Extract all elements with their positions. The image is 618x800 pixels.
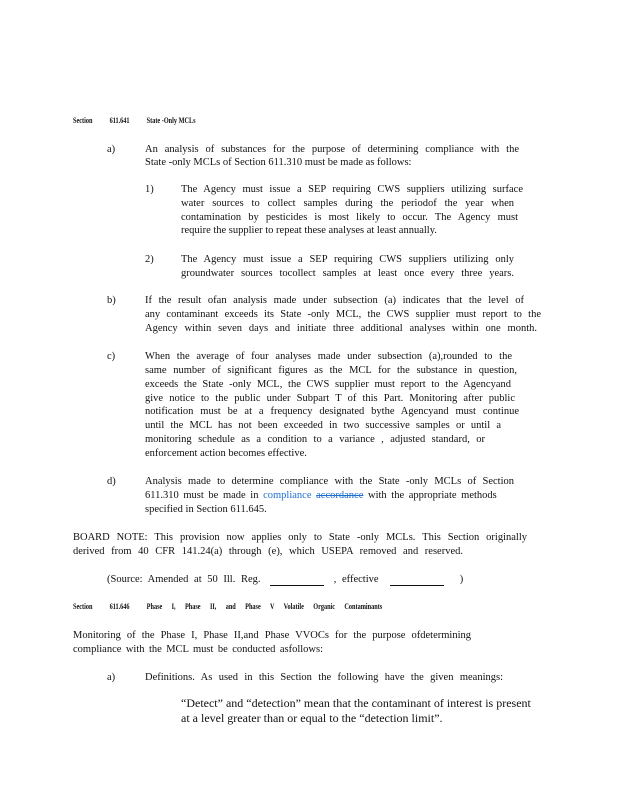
- item-2-line-2: groundwater sources tocollect samples at least once every three years.: [181, 268, 514, 279]
- subsection-b-line-3: Agency within seven days and initiate three additional analyses within one month.: [145, 323, 537, 334]
- definitions-line: Definitions. As used in this Section the following have the given meanings:: [145, 672, 503, 683]
- section-label: Section: [73, 116, 93, 125]
- section-title: Phase I, Phase II, and Phase V Volatile Organic Contaminants: [146, 602, 383, 611]
- section-label: Section: [73, 602, 93, 611]
- reg-blank: [270, 576, 324, 586]
- section-number: 611.646: [109, 602, 130, 611]
- item-1-line-4: require the supplier to repeat these analyses at least annually.: [181, 225, 437, 236]
- section-heading-611-641: [73, 116, 211, 126]
- subsection-a-line-1: An analysis of substances for the purpose of determining compliance with the: [145, 144, 519, 155]
- subsection-c-line-2: same number of significant figures as the MCL for the substance in question,: [145, 365, 517, 376]
- subsection-b-label: b): [107, 295, 116, 306]
- subsection-c-line-5: notification must be at a frequency designated bythe Agencyand must continue: [145, 406, 519, 417]
- monitoring-line-2: compliance with the MCL must be conducted asfollows:: [73, 644, 323, 655]
- section-title: State -Only MCLs: [146, 116, 196, 125]
- section-number: 611.641: [109, 116, 130, 125]
- item-2-line-1: The Agency must issue a SEP requiring CWS suppliers utilizing only: [181, 254, 514, 265]
- item-1-label: 1): [145, 184, 154, 195]
- subsection-b-line-1: If the result ofan analysis made under subsection (a) indicates that the level of: [145, 295, 524, 306]
- subsection-d-line-2: [145, 489, 520, 502]
- detect-definition-line-1: “Detect” and “detection” mean that the contaminant of interest is present: [181, 696, 531, 710]
- subsection-c-label: c): [107, 351, 116, 362]
- section-heading-611-646: [73, 602, 398, 612]
- subsection-c-line-3: exceeds the State -only MCL, the CWS supplier must report to the Agencyand: [145, 379, 511, 390]
- board-note-line-1: BOARD NOTE: This provision now applies only to State -only MCLs. This Section originally: [73, 532, 527, 543]
- subsection-a-label: a): [107, 144, 116, 155]
- board-note-line-2: derived from 40 CFR 141.24(a) through (e), which USEPA removed and reserved.: [73, 546, 463, 557]
- item-2-label: 2): [145, 254, 154, 265]
- subsection-c-line-6: until the MCL has not been exceeded in two successive samples or until a: [145, 420, 501, 431]
- definitions-label: a): [107, 672, 116, 683]
- detect-definition-line-2: at a level greater than or equal to the “detection limit”.: [181, 711, 443, 725]
- subsection-c-line-8: enforcement action becomes effective.: [145, 448, 307, 459]
- item-1-line-1: The Agency must issue a SEP requiring CWS suppliers utilizing surface: [181, 184, 523, 195]
- source-text: (Source: Amended at 50 Ill. Reg.: [107, 574, 261, 585]
- source-close: ): [459, 574, 464, 585]
- source-line: [107, 573, 463, 586]
- subsection-c-line-7: monitoring schedule as a condition to a variance , adjusted standard, or: [145, 434, 485, 445]
- effective-blank: [390, 576, 444, 586]
- monitoring-line-1: Monitoring of the Phase I, Phase II,and Phase VVOCs for the purpose ofdetermining: [73, 630, 471, 641]
- subsection-a-line-2: State -only MCLs of Section 611.310 must be made as follows:: [145, 157, 412, 168]
- item-1-line-3: contamination by pesticides is most likely to occur. The Agency must: [181, 212, 518, 223]
- effective-text: , effective: [333, 574, 379, 585]
- subsection-d-line-1: Analysis made to determine compliance with the State -only MCLs of Section: [145, 476, 514, 487]
- subsection-d-line-3: specified in Section 611.645.: [145, 504, 267, 515]
- deleted-text-accordance: accordance: [316, 490, 364, 501]
- item-1-line-2: water sources to collect samples during the periodof the year when: [181, 198, 514, 209]
- inserted-text-compliance: compliance: [263, 490, 312, 501]
- subsection-c-line-4: give notice to the public under Subpart T of this Part. Monitoring after public: [145, 393, 515, 404]
- subsection-d-line-2-start: 611.310 must be made in: [145, 490, 264, 501]
- subsection-d-label: d): [107, 476, 116, 487]
- subsection-d-line-2-end: with the appropriate methods: [363, 490, 497, 501]
- subsection-c-line-1: When the average of four analyses made under subsection (a),rounded to the: [145, 351, 512, 362]
- subsection-b-line-2: any contaminant exceeds its State -only MCL, the CWS supplier must report to the: [145, 309, 541, 320]
